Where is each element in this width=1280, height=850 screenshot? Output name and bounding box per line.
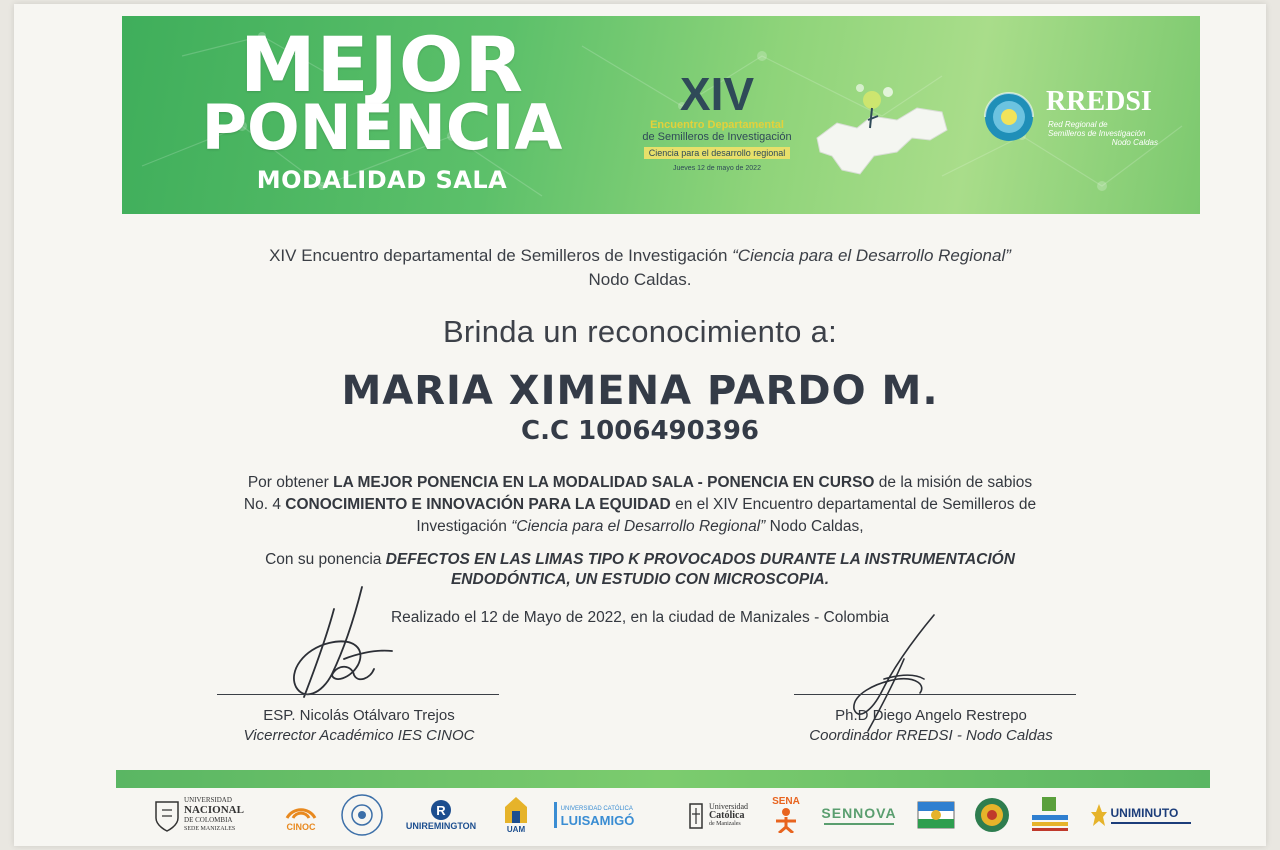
event-roman-numeral: XIV [679, 68, 755, 120]
certificate-sheet [14, 4, 1266, 846]
unal-l4: SEDE MANIZALES [184, 826, 236, 832]
desc-2a: No. 4 [243, 496, 286, 513]
rredsi-description [1048, 120, 1168, 147]
award-title [192, 20, 572, 194]
sena-figure-icon [771, 807, 801, 833]
luisamigo-l2: LUISAMIGÓ [560, 813, 635, 828]
uniminuto-label: UNIMINUTO [1110, 806, 1179, 820]
signatory-2-name: Ph.D Diego Angelo Restrepo [835, 707, 1027, 724]
unal-l1: UNIVERSIDAD [184, 796, 232, 804]
logo-universidad-caldas [334, 792, 390, 838]
rredsi-desc-line-2: Semilleros de Investigación [1048, 129, 1146, 138]
svg-text:R: R [436, 803, 446, 818]
signature-1-line [217, 694, 499, 695]
rredsi-desc-line-1: Red Regional de [1048, 120, 1108, 129]
uniminuto-underline [1111, 822, 1191, 824]
ponencia-prefix: Con su ponencia [265, 551, 386, 568]
desc-2c: en el XIV Encuentro departamental de Semilleros de [670, 496, 1037, 513]
signatory-1-name: ESP. Nicolás Otálvaro Trejos [263, 707, 455, 724]
rredsi-globe-icon [982, 90, 1036, 144]
uniremington-label: UNIREMINGTON [405, 821, 477, 831]
logo-luis-amigo [546, 792, 642, 838]
luisamigo-bar-icon [554, 802, 557, 828]
intro-text [14, 244, 1266, 292]
caldas-seal-icon [340, 793, 384, 837]
ucm-tower-icon [686, 800, 706, 830]
logo-uniremington [398, 792, 484, 838]
gobernacion-seal-icon [973, 796, 1011, 834]
logo-sena [764, 792, 808, 838]
ucm-l1: Universidad [708, 801, 749, 811]
header-banner [122, 16, 1200, 214]
presentation-title [14, 550, 1266, 590]
recognition-heading: Brinda un reconocimiento a: [442, 314, 838, 349]
signature-1-handwriting [274, 579, 414, 719]
desc-3c: Nodo Caldas, [765, 518, 864, 535]
cinoc-wifi-icon [284, 798, 318, 822]
intro-slogan: “Ciencia para el Desarrollo Regional” [732, 246, 1011, 265]
caldas-map-icon [812, 78, 952, 188]
caldas-flag-icon [916, 798, 956, 832]
desc-3b: “Ciencia para el Desarrollo Regional” [511, 518, 766, 535]
logo-gobernacion [970, 792, 1014, 838]
title-line-3: MODALIDAD SALA [256, 166, 508, 194]
intro-prefix: XIV Encuentro departamental de Semilleros de Investigación [269, 246, 733, 265]
signatory-2-role: Coordinador RREDSI - Nodo Caldas [809, 727, 1053, 744]
uam-label: UAM [506, 825, 526, 834]
sponsor-logos [144, 792, 1194, 838]
uniremington-r-icon [430, 799, 452, 821]
logo-manizales [1024, 792, 1076, 838]
logo-universidad-nacional [144, 792, 254, 838]
ponencia-title-1: DEFECTOS EN LAS LIMAS TIPO K PROVOCADOS DURANTE LA INSTRUMENTACIÓN [385, 551, 1015, 568]
title-line-2: PONENCIA [201, 91, 563, 164]
logo-caldas-emblem [914, 792, 958, 838]
logo-sennova [816, 792, 902, 838]
footer-band [116, 770, 1210, 788]
award-description [14, 472, 1266, 538]
sennova-label: SENNOVA [821, 805, 897, 821]
event-subtitle: de Semilleros de Investigación [642, 131, 792, 143]
ucm-l2: Católica [708, 809, 745, 821]
desc-1b: LA MEJOR PONENCIA EN LA MODALIDAD SALA - PONENCIA EN CURSO [333, 474, 875, 491]
signature-2-block [766, 706, 1096, 746]
signatory-1-role: Vicerrector Académico IES CINOC [243, 727, 475, 744]
signature-2-line [794, 694, 1076, 695]
manizales-emblem-icon [1028, 795, 1072, 835]
ucm-l3: de Manizales [708, 820, 741, 827]
intro-node: Nodo Caldas. [588, 270, 692, 289]
event-date: Jueves 12 de mayo de 2022 [673, 165, 761, 172]
signature-1-block [194, 706, 524, 746]
desc-2b: CONOCIMIENTO E INNOVACIÓN PARA LA EQUIDAD [285, 496, 671, 513]
uam-building-icon [503, 795, 529, 825]
unal-shield-icon [154, 798, 180, 832]
event-logo [627, 68, 807, 172]
logo-uam [494, 792, 538, 838]
logo-cinoc [276, 792, 326, 838]
uniminuto-star-icon [1090, 802, 1108, 828]
desc-1c: de la misión de sabios [874, 474, 1033, 491]
desc-3a: Investigación [416, 518, 512, 535]
issue-date-place: Realizado el 12 de Mayo de 2022, en la ciudad de Manizales - Colombia [390, 609, 890, 626]
ponencia-title-2: ENDODÓNTICA, UN ESTUDIO CON MICROSCOPIA. [450, 571, 830, 588]
rredsi-name: RREDSI [1046, 86, 1152, 117]
logo-uniminuto [1086, 792, 1194, 838]
title-line-1: MEJOR [240, 20, 524, 109]
sennova-underline [824, 823, 894, 825]
rredsi-desc-line-3: Nodo Caldas [1111, 138, 1158, 147]
luisamigo-l1: UNIVERSIDAD CATÓLICA [560, 806, 633, 812]
unal-l3: DE COLOMBIA [184, 816, 233, 824]
desc-1a: Por obtener [247, 474, 334, 491]
event-slogan: Ciencia para el desarrollo regional [644, 147, 791, 159]
event-name: Encuentro Departamental [650, 119, 784, 131]
unal-l2: NACIONAL [184, 804, 244, 816]
logo-ucm [679, 792, 755, 838]
recipient-name: MARIA XIMENA PARDO M. [341, 368, 939, 414]
cinoc-label: CINOC [286, 822, 316, 832]
sena-label: SENA [772, 796, 800, 807]
recipient-id: C.C 1006490396 [521, 416, 759, 446]
